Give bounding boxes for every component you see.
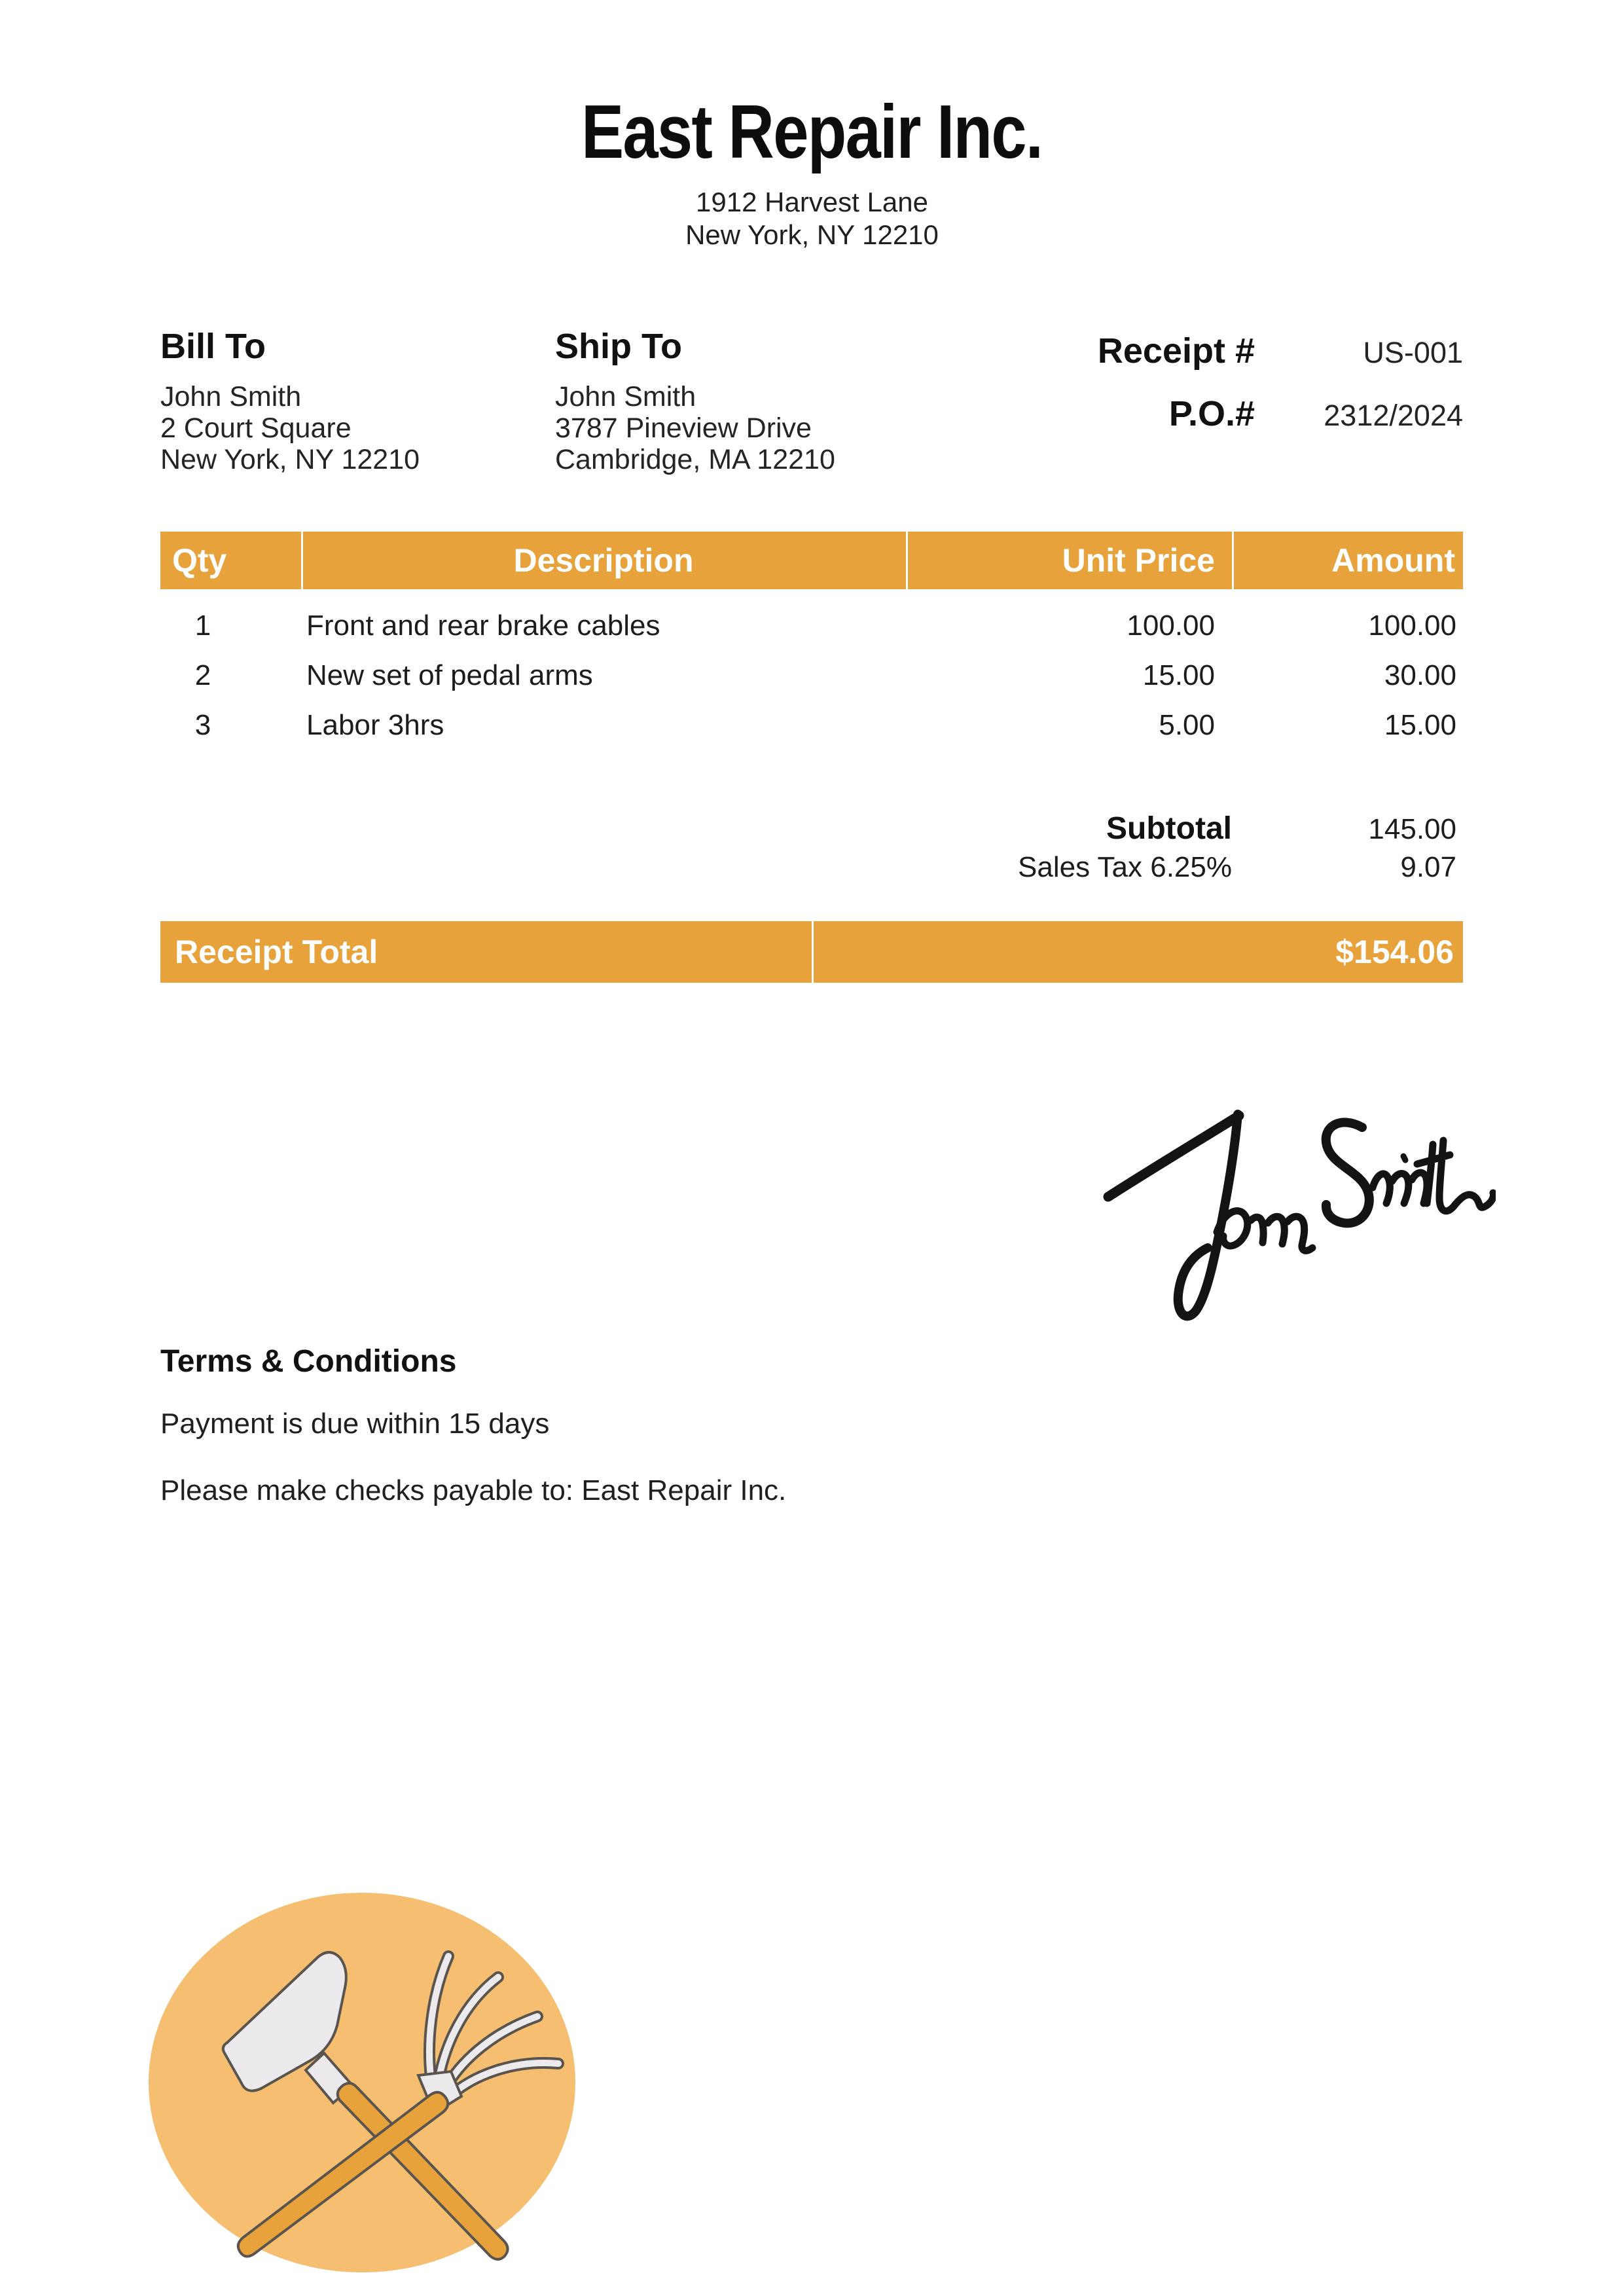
item-unit-price: 15.00: [1142, 659, 1215, 691]
terms-line-payment: Payment is due within 15 days: [160, 1408, 550, 1440]
bill-to-street: 2 Court Square: [160, 412, 352, 444]
po-number-row: [1096, 393, 1463, 434]
company-address: [0, 186, 1624, 251]
item-amount: 30.00: [1384, 659, 1456, 691]
company-address-line1: 1912 Harvest Lane: [696, 186, 928, 217]
ship-to-name: John Smith: [555, 381, 696, 412]
receipt-total-bar: [160, 921, 1463, 983]
bill-to-name: John Smith: [160, 381, 302, 412]
column-divider: [906, 532, 908, 589]
bill-to-block: [160, 326, 420, 475]
bill-to-address: [160, 381, 420, 475]
signature: [1077, 1067, 1496, 1329]
ship-to-address: [555, 381, 835, 475]
totals-section: [160, 811, 1463, 892]
table-row: [160, 701, 1463, 750]
subtotal-label: Subtotal: [1106, 811, 1232, 846]
description-column-header: Description: [513, 542, 694, 579]
terms-line-checks: Please make checks payable to: East Repair Inc.: [160, 1474, 787, 1506]
receipt-number-value: US-001: [1363, 336, 1463, 369]
item-amount: 15.00: [1384, 709, 1456, 741]
column-divider: [1232, 532, 1234, 589]
ship-to-street: 3787 Pineview Drive: [555, 412, 812, 444]
table-row: [160, 651, 1463, 701]
item-unit-price: 100.00: [1127, 610, 1215, 642]
logo-circle: [149, 1893, 575, 2272]
receipt-total-value: $154.06: [1335, 934, 1454, 970]
ship-to-block: [555, 326, 835, 475]
company-address-line2: New York, NY 12210: [685, 219, 939, 250]
item-qty: 3: [194, 709, 211, 741]
company-header: [0, 90, 1624, 251]
unit-price-column-header: Unit Price: [1062, 542, 1215, 579]
receipt-meta: [1096, 331, 1463, 456]
receipt-total-label: Receipt Total: [175, 934, 378, 970]
company-logo: [149, 1892, 576, 2273]
sales-tax-row: [160, 851, 1463, 892]
ship-to-city: Cambridge, MA 12210: [555, 444, 835, 475]
company-name: East Repair Inc.: [581, 89, 1043, 174]
po-number-label: P.O.#: [1168, 394, 1255, 433]
subtotal-value: 145.00: [1368, 813, 1456, 845]
item-unit-price: 5.00: [1159, 709, 1215, 741]
table-row: [160, 601, 1463, 651]
bill-to-label: Bill To: [160, 327, 266, 366]
qty-column-header: Qty: [172, 542, 227, 579]
items-table-body: [160, 601, 1463, 750]
item-description: New set of pedal arms: [306, 659, 593, 691]
item-qty: 1: [194, 610, 211, 642]
receipt-number-row: [1096, 331, 1463, 371]
bill-to-city: New York, NY 12210: [160, 444, 420, 475]
subtotal-row: [160, 811, 1463, 851]
column-divider: [301, 532, 303, 589]
ship-to-label: Ship To: [555, 327, 682, 366]
total-bar-divider: [812, 921, 814, 983]
items-table-header: [160, 532, 1463, 589]
amount-column-header: Amount: [1331, 542, 1455, 579]
receipt-number-label: Receipt #: [1097, 331, 1255, 371]
sales-tax-label: Sales Tax 6.25%: [1018, 851, 1232, 883]
terms-heading: Terms & Conditions: [160, 1344, 457, 1379]
item-description: Labor 3hrs: [306, 709, 444, 741]
item-qty: 2: [194, 659, 211, 691]
item-description: Front and rear brake cables: [306, 610, 660, 642]
sales-tax-value: 9.07: [1400, 851, 1456, 883]
po-number-value: 2312/2024: [1324, 399, 1463, 432]
item-amount: 100.00: [1368, 610, 1456, 642]
